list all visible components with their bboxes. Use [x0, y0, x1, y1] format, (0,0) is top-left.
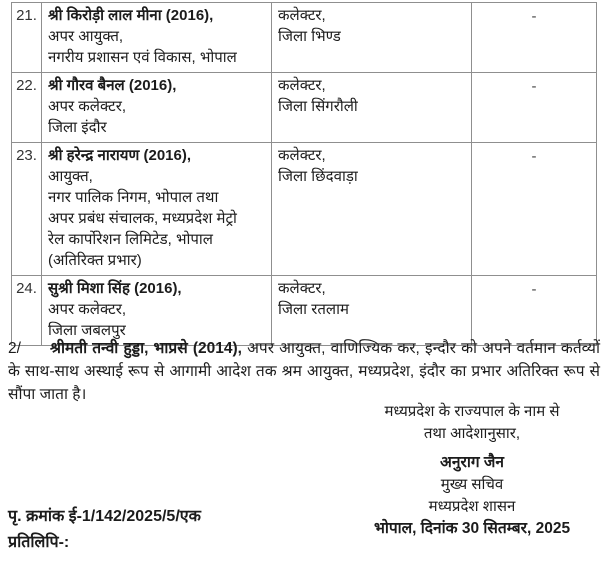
officer-department: नगरीय प्रशासन एवं विकास, भोपाल: [48, 49, 237, 66]
order-paragraph-2: [8, 337, 600, 406]
new-posting-cell: [272, 73, 472, 143]
posting-title: कलेक्टर,: [278, 7, 326, 24]
officer-district: जिला इंदौर: [48, 119, 107, 136]
new-posting-cell: [272, 3, 472, 73]
signatory-org: मध्यप्रदेश शासन: [428, 498, 516, 515]
serial-number: 23.: [12, 143, 42, 276]
officer-designation: अपर कलेक्टर,: [48, 98, 127, 115]
officer-name-inline: श्रीमती तन्वी हुड्डा, भाप्रसे (2014),: [50, 340, 242, 357]
signatory-title: मुख्य सचिव: [440, 476, 504, 493]
paragraph-body: अपर आयुक्त, वाणिज्यिक कर, इन्दौर को अपने वर्तमान कर्तव्यों के साथ-साथ अस्थाई रूप से आगामी आदेश तक श्रम आयुक्त, मध्यप्रदेश, इंदौर का प्रभार अतिरिक्त रूप से सौंपा जाता है।: [8, 340, 600, 403]
officer-district: जिला जबलपुर: [48, 322, 126, 339]
posting-title: कलेक्टर,: [278, 77, 326, 94]
signature-block: [347, 401, 597, 540]
officer-department: अपर प्रबंध संचालक, मध्यप्रदेश मेट्रो: [48, 210, 237, 227]
new-posting-cell: [272, 276, 472, 346]
table-row: [12, 3, 597, 73]
additional-charge-note: (अतिरिक्त प्रभार): [48, 252, 142, 269]
serial-number: 21.: [12, 3, 42, 73]
posting-district: जिला भिण्ड: [278, 28, 341, 45]
remark-cell: -: [472, 73, 597, 143]
officer-details-cell: [42, 73, 272, 143]
posting-district: जिला सिंगरौली: [278, 98, 358, 115]
authority-line: मध्यप्रदेश के राज्यपाल के नाम से: [384, 403, 560, 420]
officer-department: नगर पालिक निगम, भोपाल तथा: [48, 189, 219, 206]
officer-department: रेल कार्पोरेशन लिमिटेड, भोपाल: [48, 231, 213, 248]
place-and-date: भोपाल, दिनांक 30 सितम्बर, 2025: [373, 520, 571, 537]
officer-designation: अपर आयुक्त,: [48, 28, 124, 45]
remark-cell: -: [472, 3, 597, 73]
table-row: [12, 276, 597, 346]
copy-to-label: प्रतिलिपि-:: [8, 534, 70, 551]
officer-name: श्री गौरव बैनल (2016),: [48, 77, 177, 94]
posting-title: कलेक्टर,: [278, 147, 326, 164]
remark-cell: -: [472, 143, 597, 276]
posting-district: जिला छिंदवाड़ा: [278, 168, 358, 185]
remark-cell: -: [472, 276, 597, 346]
new-posting-cell: [272, 143, 472, 276]
officer-name: सुश्री मिशा सिंह (2016),: [48, 280, 182, 297]
serial-number: 22.: [12, 73, 42, 143]
signature-spacer: [347, 445, 597, 452]
serial-number: 24.: [12, 276, 42, 346]
footer-reference: [8, 504, 201, 556]
table-row: [12, 73, 597, 143]
table-row: [12, 143, 597, 276]
posting-title: कलेक्टर,: [278, 280, 326, 297]
officer-designation: अपर कलेक्टर,: [48, 301, 127, 318]
officer-name: श्री हरेन्द्र नारायण (2016),: [48, 147, 192, 164]
officer-name: श्री किरोड़ी लाल मीना (2016),: [48, 7, 214, 24]
transfer-order-table: [11, 2, 597, 346]
officer-details-cell: [42, 3, 272, 73]
signatory-name: अनुराग जैन: [440, 454, 504, 471]
paragraph-number: 2/: [8, 340, 21, 357]
posting-district: जिला रतलाम: [278, 301, 349, 318]
reference-number: पृ. क्रमांक ई-1/142/2025/5/एक: [8, 508, 201, 525]
officer-designation: आयुक्त,: [48, 168, 93, 185]
officer-details-cell: [42, 143, 272, 276]
officer-details-cell: [42, 276, 272, 346]
authority-line: तथा आदेशानुसार,: [423, 425, 521, 442]
